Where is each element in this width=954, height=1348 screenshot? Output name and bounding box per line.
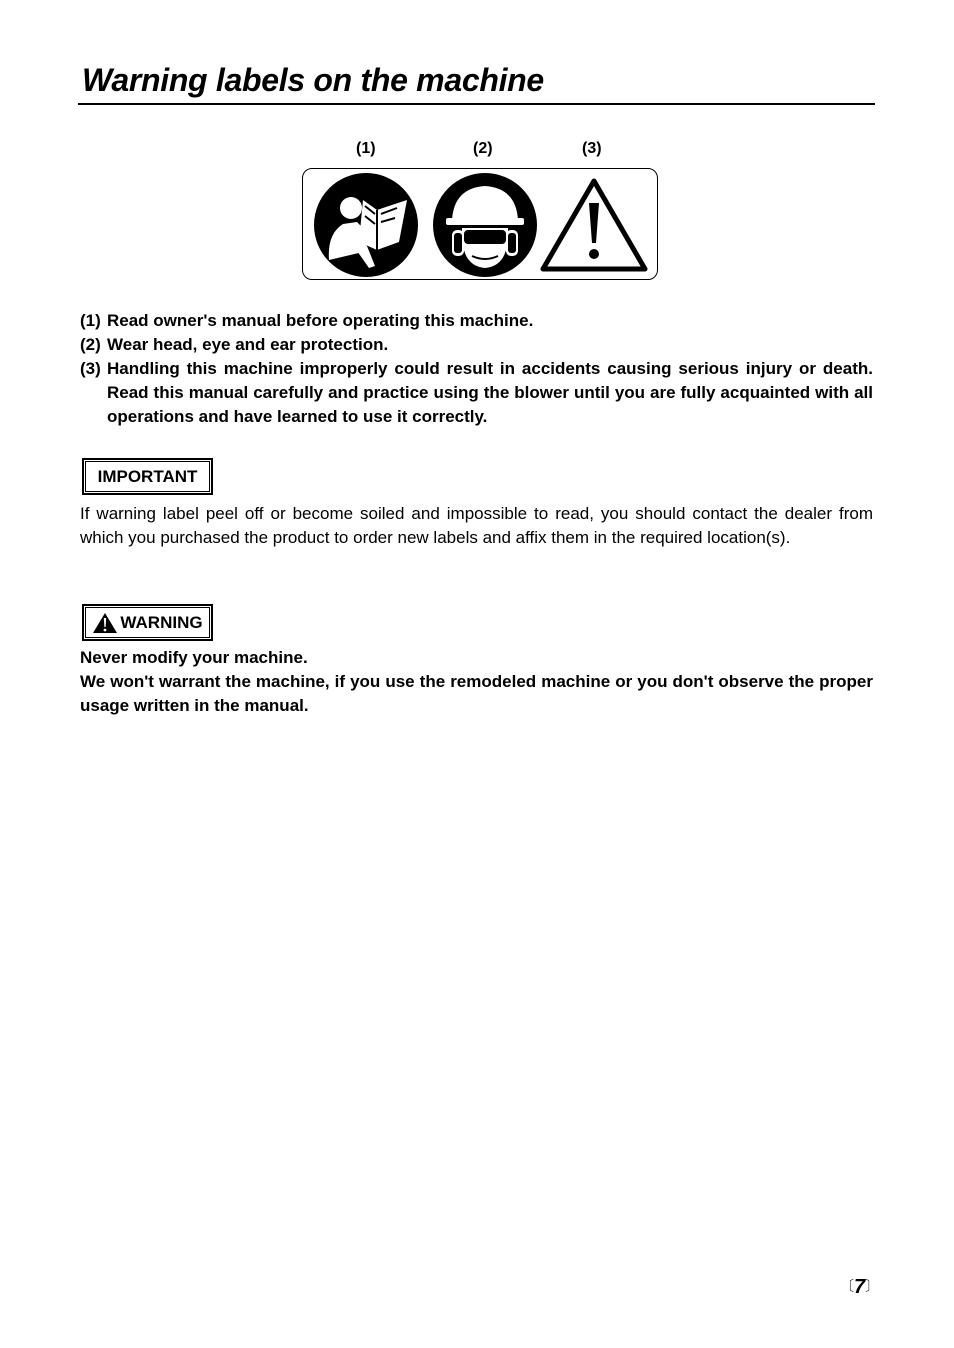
important-text: If warning label peel off or become soiled and impossible to read, you should contact the dealer from which you purchased the product to order new labels and affix them in the required location(s). — [80, 504, 873, 547]
list-item — [80, 357, 873, 429]
important-label: IMPORTANT — [97, 466, 198, 486]
important-tag — [82, 458, 213, 495]
label-number-2: (2) — [473, 140, 493, 157]
item-number: (1) — [80, 311, 101, 330]
page-title: Warning labels on the machine — [82, 62, 544, 98]
head-eye-ear-protection-icon — [432, 172, 538, 278]
warning-tag — [82, 604, 213, 641]
warning-line-1: Never modify your machine. — [80, 648, 308, 667]
list-item — [80, 309, 873, 333]
read-manual-icon — [313, 172, 419, 278]
item-text: Read owner's manual before operating this machine. — [107, 311, 534, 330]
label-explanations — [80, 309, 873, 429]
warning-triangle-icon — [92, 612, 118, 634]
list-item — [80, 333, 873, 357]
warning-line-2: We won't warrant the machine, if you use the remodeled machine or you don't observe the proper usage written in the manual. — [80, 672, 873, 715]
label-numbers — [0, 140, 954, 160]
warning-label-panel — [302, 168, 658, 280]
warning-text — [80, 646, 873, 718]
warning-label: WARNING — [120, 612, 203, 632]
page-number-value: 7 — [854, 1276, 866, 1298]
title-underline — [78, 103, 875, 105]
item-text: Handling this machine improperly could result in accidents causing serious injury or death. Read this manual carefully and practice using the blower until you are fully acquainted with all operations and have learned to use it correctly. — [107, 359, 873, 426]
label-number-1: (1) — [356, 140, 376, 157]
item-number: (2) — [80, 335, 101, 354]
page-number: 〔7〕 — [840, 1276, 880, 1298]
caution-triangle-icon — [539, 177, 649, 273]
item-text: Wear head, eye and ear protection. — [107, 335, 389, 354]
item-number: (3) — [80, 359, 101, 378]
label-number-3: (3) — [582, 140, 602, 157]
